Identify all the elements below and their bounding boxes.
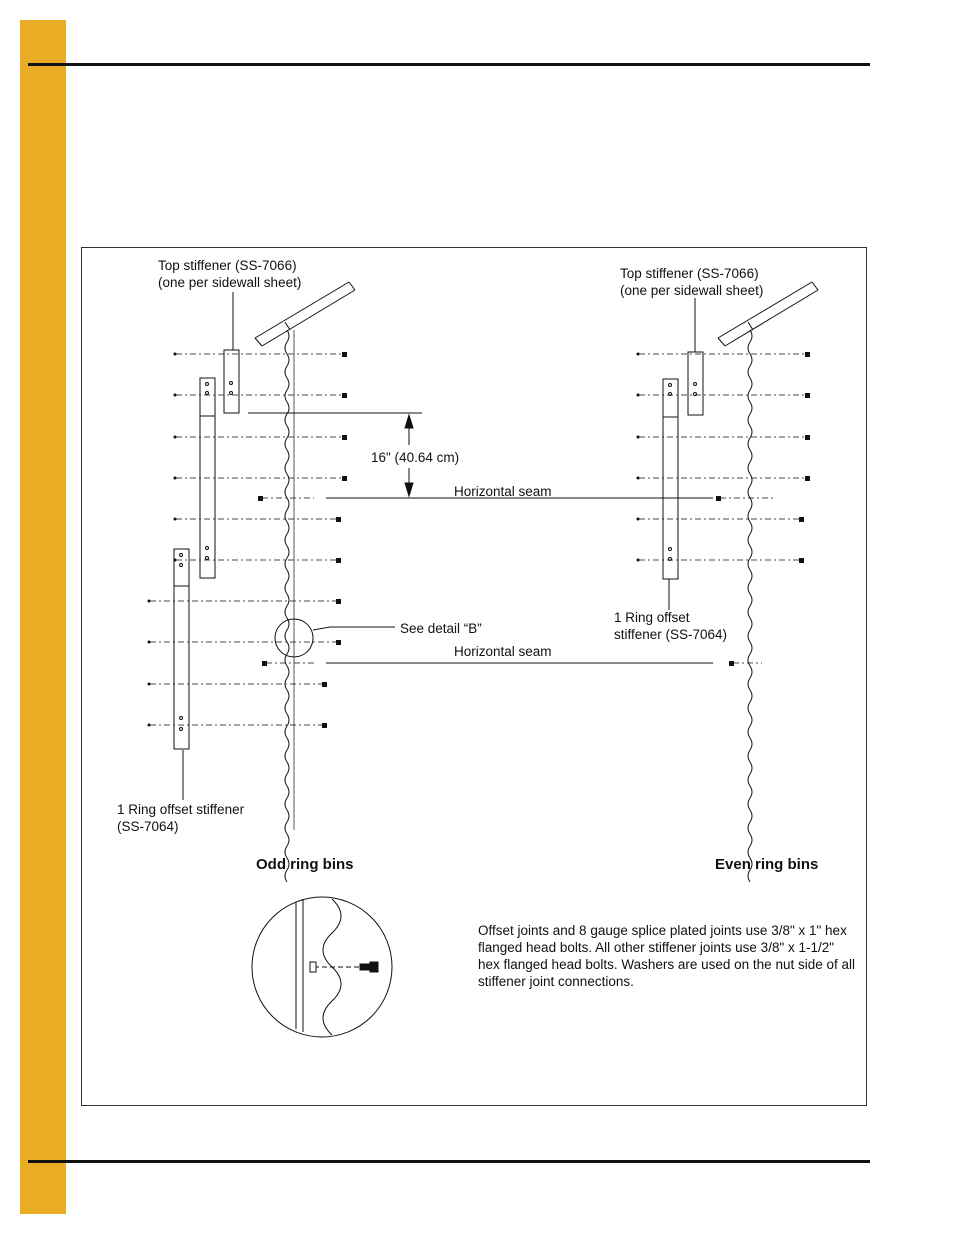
horizontal-seam-label-lower: Horizontal seam (454, 644, 552, 659)
odd-ring-stiffeners (174, 350, 239, 749)
even-ring-sidewall (748, 330, 752, 882)
ring-offset-stiffener-sublabel-left: (SS-7064) (117, 819, 179, 834)
top-stiffener-label-right: Top stiffener (SS-7066) (620, 266, 759, 281)
bolt-note: Offset joints and 8 gauge splice plated joints use 3/8" x 1" hex flanged head bolts. All other stiffener joints use 3/8" x 1-1/2" hex flanged head bolts. Washers are used on the nut side of all stiffener joint connections. (478, 923, 855, 989)
odd-ring-roof (255, 282, 355, 346)
top-stiffener-sublabel-left: (one per sidewall sheet) (158, 275, 302, 290)
horizontal-seam-label-upper: Horizontal seam (454, 484, 552, 499)
even-ring-bins-caption: Even ring bins (715, 856, 819, 873)
detail-b-circle (252, 897, 392, 1037)
dimension-label: 16" (40.64 cm) (371, 450, 460, 465)
odd-ring-bins-caption: Odd ring bins (256, 856, 354, 873)
even-ring-leaders (669, 298, 695, 610)
top-stiffener-sublabel-right: (one per sidewall sheet) (620, 283, 764, 298)
ring-offset-stiffener-label-right: 1 Ring offset (614, 610, 690, 625)
odd-ring-bolt-heads (148, 352, 348, 728)
see-detail-label: See detail “B” (400, 621, 482, 636)
even-ring-stiffeners (663, 352, 703, 579)
odd-ring-bolt-lines (150, 354, 342, 725)
ring-offset-stiffener-label-left: 1 Ring offset stiffener (117, 802, 245, 817)
top-stiffener-label-left: Top stiffener (SS-7066) (158, 258, 297, 273)
ring-offset-stiffener-sublabel-right: stiffener (SS-7064) (614, 627, 728, 642)
